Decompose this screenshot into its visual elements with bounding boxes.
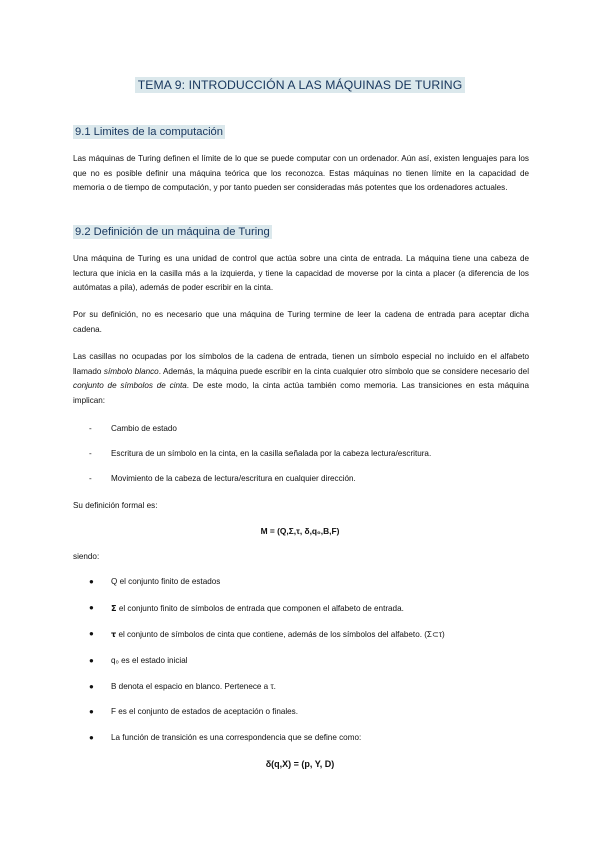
bullet-dot: ● xyxy=(89,629,94,638)
formal-definition-intro: Su definición formal es: xyxy=(73,501,158,510)
bullet-transition-function: La función de transición es una correspondencia que se define como: xyxy=(111,733,362,742)
siendo-label: siendo: xyxy=(73,552,100,561)
bullet-initial-state: q₀ es el estado inicial xyxy=(111,656,188,665)
bullet-dot: ● xyxy=(89,707,94,716)
section-heading-9-2: 9.2 Definición de un máquina de Turing xyxy=(75,226,270,238)
bullet-blank: B denota el espacio en blanco. Pertenece a τ. xyxy=(111,682,276,691)
bullet-dot: ● xyxy=(89,733,94,742)
dash-marker: - xyxy=(89,424,92,433)
dash-item-1: Cambio de estado xyxy=(111,424,177,433)
bullet-dot: ● xyxy=(89,656,94,665)
formula-transition: δ(q,X) = (p, Y, D) xyxy=(265,759,335,769)
bullet-dot: ● xyxy=(89,577,94,586)
bullet-dot: ● xyxy=(89,603,94,612)
bullet-input-alphabet: Σ el conjunto finito de símbolos de entrada que componen el alfabeto de entrada. xyxy=(111,603,404,613)
p3-text-b: . Además, la máquina puede escribir en la cinta cualquier otro símbolo que se considere necesario del xyxy=(158,366,530,376)
paragraph-acceptance: Por su definición, no es necesario que una máquina de Turing termine de leer la cadena de entrada para aceptar dicha cadena. xyxy=(73,310,529,334)
p3-text-a: Las casillas no ocupadas por los símbolos de la cadena de entrada, tienen un símbolo especial no incluido en el alfabeto llamado xyxy=(73,352,529,376)
dash-marker: - xyxy=(89,474,92,483)
p3-text-c: . De este modo, la cinta actúa también como memoria. Las transiciones en esta máquina implican: xyxy=(73,381,530,405)
paragraph-tape-symbols xyxy=(73,350,529,408)
blank-symbol-term: símbolo blanco xyxy=(103,366,159,376)
dash-marker: - xyxy=(89,449,92,458)
section-heading-9-1: 9.1 Limites de la computación xyxy=(75,126,224,138)
dash-item-2: Escritura de un símbolo en la cinta, en la casilla señalada por la cabeza lectura/escritura. xyxy=(111,449,432,458)
formula-machine: M = (Q,Σ,τ, δ,q₀,B,F) xyxy=(260,526,340,536)
tape-symbols-term: conjunto de símbolos de cinta xyxy=(73,381,187,391)
document-title: TEMA 9: INTRODUCCIÓN A LAS MÁQUINAS DE TURING xyxy=(135,77,466,93)
bullet-states: Q el conjunto finito de estados xyxy=(111,577,221,586)
paragraph-limits: Las máquinas de Turing definen el límite de lo que se puede computar con un ordenador. Aún así, existen lenguajes para los que no es posible definir una máquina teórica que los reconozca. Estas máquinas no tienen límite en la capacidad de memoria o de tiempo de computación, y por tanto pueden ser consideradas más potentes que los ordenadores actuales. xyxy=(73,154,529,193)
bullet-final-states: F es el conjunto de estados de aceptación o finales. xyxy=(111,707,298,716)
bullet-dot: ● xyxy=(89,682,94,691)
dash-item-3: Movimiento de la cabeza de lectura/escritura en cualquier dirección. xyxy=(111,474,356,483)
bullet-tape-symbols: τ el conjunto de símbolos de cinta que contiene, además de los símbolos del alfabeto. (Σ⊂τ) xyxy=(111,629,445,639)
paragraph-definition: Una máquina de Turing es una unidad de control que actúa sobre una cinta de entrada. La máquina tiene una cabeza de lectura que inicia en la casilla más a la izquierda, y tiene la capacidad de moverse por la cinta a placer (a diferencia de los autómatas a pila), además de poder escribir en la cinta. xyxy=(73,254,529,293)
title-container xyxy=(0,76,600,94)
